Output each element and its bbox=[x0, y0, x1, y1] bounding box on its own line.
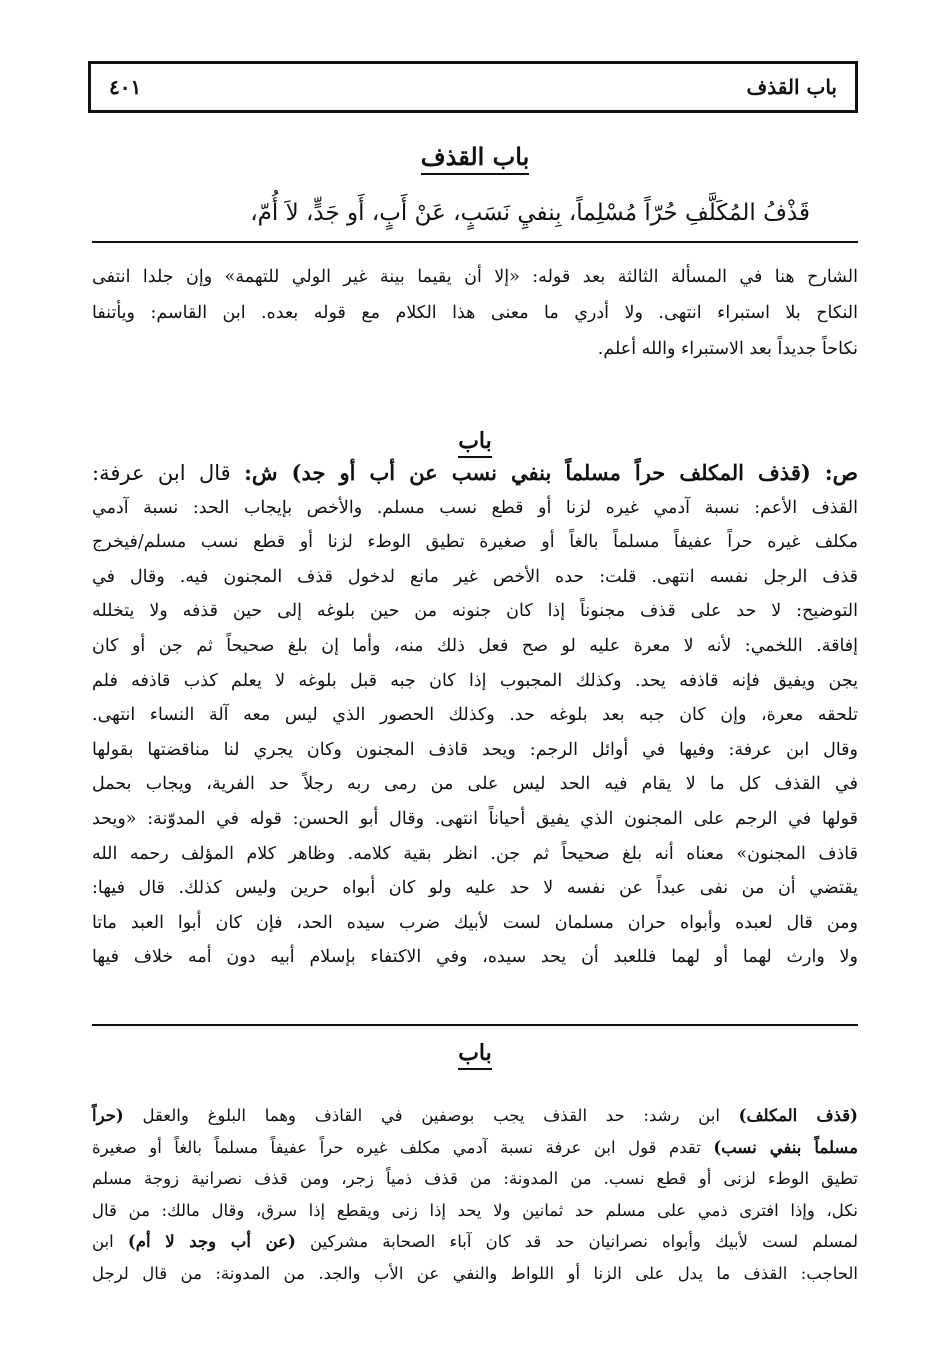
running-header bbox=[88, 61, 858, 113]
text-line: تلحقه معرة، وإن كان جبه بعد بلوغه حد. وكذلك الحصور الذي ليس معه آلة النساء انتهى. bbox=[92, 705, 858, 726]
section-heading-2 bbox=[0, 428, 950, 454]
section-heading-2-text: باب bbox=[458, 428, 492, 458]
commentary-paragraph-3 bbox=[92, 1100, 858, 1289]
separator-rule bbox=[92, 1024, 858, 1026]
separator-rule bbox=[92, 241, 858, 243]
text-line-lead bbox=[92, 456, 858, 491]
plain-phrase: ابن bbox=[92, 1232, 128, 1251]
matn-text: قَذْفُ المُكَلَّفِ حُرّاً مُسْلِماً، بِنفيِ نَسَبٍ، عَنْ أَبٍ، أَو جَدٍّ، لاَ أُمّ، bbox=[250, 200, 810, 226]
commentary-paragraph-2 bbox=[92, 456, 858, 975]
bold-phrase: (حراً bbox=[92, 1106, 124, 1125]
lead-bold: ص: (قذف المكلف حراً مسلماً بنفي نسب عن أب أو جد) ش: bbox=[244, 460, 858, 485]
text-line bbox=[92, 1100, 858, 1132]
text-line: تطيق الوطء لزنى أو قطع نسب. من المدونة: من قذف ذمياً زجر، ومن قذف نصرانية زوجة مسلم bbox=[92, 1169, 858, 1188]
chapter-title bbox=[0, 142, 950, 171]
text-line bbox=[92, 1226, 858, 1258]
bold-phrase: (قذف المكلف) bbox=[738, 1106, 858, 1125]
page-number: ٤٠١ bbox=[109, 75, 142, 99]
text-line: النكاح بلا استبراء انتهى. ولا أدري ما معنى هذا الكلام مع قوله بعده. ابن القاسم: ويأتنفا bbox=[92, 303, 858, 323]
text-line: إفاقة. اللخمي: لأنه لا معرة عليه لو صح فعل ذلك منه، وأما إن بلغ صحيحاً ثم جن أو كان bbox=[92, 635, 858, 656]
text-line: يجن ويفيق فإنه قاذفه يحد. وكذلك المجبوب إذا كان جبه قبل بلوغه لا يعلم كذب قاذفه فلم bbox=[92, 670, 858, 691]
text-line: الشارح هنا في المسألة الثالثة بعد قوله: «إلا أن يقيما بينة غير الولي للتهمة» وإن جلدا انتفى bbox=[92, 267, 858, 287]
plain-phrase: ابن رشد: حد القذف يجب بوصفين في القاذف وهما البلوغ والعقل bbox=[123, 1106, 739, 1125]
plain-phrase: لمسلم لست لأبيك وأبواه نصرانيان حد قد كان آباء الصحابة مشركين bbox=[295, 1232, 858, 1251]
text-line: يقتضي أن من نفى عبداً عن نفسه لا حد عليه ولو كان أبواه حرين وليس كذلك. قال فيها: bbox=[92, 878, 858, 899]
bold-phrase: (عن أب وجد لا أم) bbox=[127, 1232, 296, 1251]
plain-phrase: تقدم قول ابن عرفة نسبة آدمي مكلف غيره حراً عفيفاً مسلماً بالغاً أو صغيرة bbox=[92, 1137, 714, 1157]
header-title: باب القذف bbox=[746, 75, 837, 99]
text-line: وقال ابن عرفة: وفيها في أوائل الرجم: ويحد قاذف المجنون وكان يجري لنا مناقضتها بقولها bbox=[92, 739, 858, 760]
text-line: نكاحاً جديداً بعد الاستبراء والله أعلم. bbox=[597, 339, 858, 359]
text-line: ولا وارث لهما أو لهما فللعبد أن يحد سيده، وفي الاكتفاء بإسلام أبيه دون أمه خلاف فيها bbox=[92, 947, 858, 968]
text-line bbox=[92, 1132, 858, 1164]
text-line: قولها في الرجم على المجنون الذي يفيق أحياناً انتهى. وقال أبو الحسن: قوله في المدوّنة: «ويحد bbox=[92, 808, 858, 829]
text-line: قاذف المجنون» معناه أنه بلغ صحيحاً ثم جن. انظر بقية كلامه. وظاهر كلام المؤلف رحمه الله bbox=[92, 843, 858, 864]
chapter-title-text: باب القذف bbox=[421, 142, 530, 175]
text-line: في القذف كل ما لا يقام فيه الحد ليس على من رمى ربه رجلاً حد الفرية، ويجاب بحمل bbox=[92, 774, 858, 795]
bold-phrase: مسلماً بنفي نسب) bbox=[713, 1137, 858, 1157]
text-line: ومن قال لعبده وأبواه حران مسلمان لست لأبيك ضرب سيده الحد، فإن كان أبوا العبد ماتا bbox=[92, 912, 858, 933]
text-line: التوضيح: لا حد على قذف مجنوناً إذا كان جنونه من حين بلوغه إلى حين قذفه ولا يتخلله bbox=[92, 601, 858, 622]
lead-rest: قال ابن عرفة: bbox=[92, 461, 245, 485]
section-heading-3-text: باب bbox=[458, 1040, 492, 1070]
text-line: قذف الرجل نفسه انتهى. قلت: حده الأخص غير مانع لدخول قذف المجنون فيه. وقال في bbox=[92, 566, 858, 587]
commentary-paragraph-1 bbox=[92, 259, 858, 367]
text-line: القذف الأعم: نسبة آدمي غيره لزنا أو قطع نسب مسلم. والأخص بإيجاب الحد: نسبة آدمي bbox=[92, 497, 858, 518]
section-heading-3 bbox=[0, 1040, 950, 1066]
text-line: نكل، وإذا افترى ذمي على مسلم حد ثمانين ولا يحد إذا زنى ويقطع إذا سرق، وقال مالك: من قال bbox=[92, 1200, 858, 1220]
text-line: مكلف غيره حراً عفيفاً مسلماً بالغاً أو صغيرة تطيق الوطء لزنا أو قطع نسب مسلم/فيخرج bbox=[92, 532, 858, 553]
text-line: الحاجب: القذف ما يدل على الزنا أو اللواط والنفي عن الأب والجد. من المدونة: من قال لرجل bbox=[92, 1263, 858, 1283]
